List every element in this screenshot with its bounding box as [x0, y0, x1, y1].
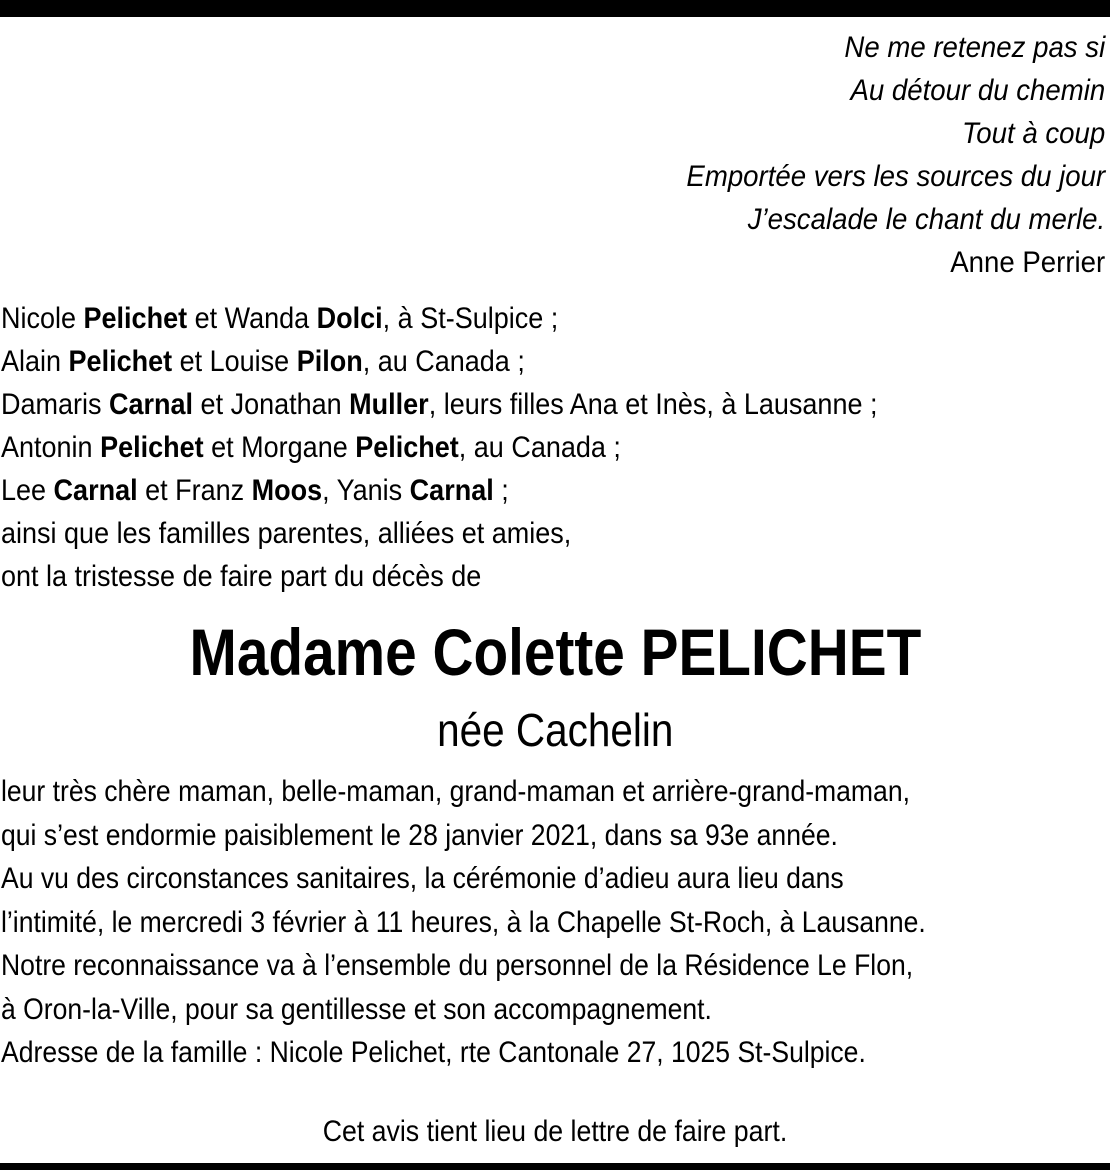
closing-text: Cet avis tient lieu de lettre de faire part. — [322, 1115, 788, 1148]
family-line — [1, 426, 877, 469]
family-text: et Franz — [137, 474, 252, 507]
family-surname: Carnal — [409, 474, 494, 507]
bottom-border-rule — [0, 1163, 1110, 1170]
family-surname: Pelichet — [355, 431, 459, 464]
body-line: à Oron-la-Ville, pour sa gentillesse et son accompagnement. — [1, 992, 712, 1026]
family-surname: Dolci — [316, 302, 383, 335]
family-line — [1, 469, 877, 512]
family-text: ont la tristesse de faire part du décès de — [1, 560, 482, 593]
family-text: et Wanda — [187, 302, 317, 335]
top-border-rule — [0, 0, 1110, 17]
family-surname: Pelichet — [100, 431, 204, 464]
deceased-name — [0, 612, 1110, 692]
notice-body — [1, 770, 1046, 1075]
poem-verse: Ne me retenez pas si — [844, 31, 1105, 64]
family-text: Lee — [1, 474, 54, 507]
family-text: Antonin — [1, 431, 101, 464]
family-text: , au Canada ; — [458, 431, 621, 464]
family-announcement — [1, 297, 975, 598]
deceased-name-text: Madame Colette PELICHET — [189, 615, 921, 689]
body-line: Adresse de la famille : Nicole Pelichet, rte Cantonale 27, 1025 St-Sulpice. — [1, 1036, 866, 1069]
family-text: , au Canada ; — [362, 345, 525, 378]
poem-author: Anne Perrier — [950, 246, 1105, 279]
family-text: et Morgane — [203, 431, 356, 464]
family-text: Damaris — [1, 388, 110, 421]
body-line: l’intimité, le mercredi 3 février à 11 heures, à la Chapelle St-Roch, à Lausanne. — [1, 905, 926, 939]
family-text: ; — [493, 474, 509, 507]
family-surname: Pilon — [296, 345, 363, 378]
family-text: et Jonathan — [193, 388, 350, 421]
family-text: Nicole — [1, 302, 84, 335]
maiden-name-text: née Cachelin — [436, 704, 674, 756]
family-surname: Moos — [251, 474, 323, 507]
family-surname: Pelichet — [83, 302, 188, 335]
family-text: , Yanis — [322, 474, 410, 507]
body-line: Au vu des circonstances sanitaires, la cérémonie d’adieu aura lieu dans — [1, 862, 844, 895]
poem-verse: Tout à coup — [961, 117, 1105, 150]
family-text: , à St-Sulpice ; — [382, 302, 559, 335]
family-surname: Carnal — [53, 474, 138, 507]
family-line — [1, 555, 877, 598]
family-surname: Muller — [349, 388, 429, 421]
family-surname: Pelichet — [68, 345, 173, 378]
poem-verse: Au détour du chemin — [850, 74, 1105, 107]
family-line — [1, 340, 877, 383]
body-line: qui s’est endormie paisiblement le 28 janvier 2021, dans sa 93e année. — [1, 818, 838, 852]
family-line — [1, 383, 877, 426]
family-text: , leurs filles Ana et Inès, à Lausanne ; — [428, 388, 878, 421]
family-line — [1, 297, 877, 340]
family-text: et Louise — [172, 345, 297, 378]
family-text: Alain — [1, 345, 69, 378]
family-surname: Carnal — [109, 388, 194, 421]
family-text: ainsi que les familles parentes, alliées et amies, — [1, 517, 572, 550]
poem-verse: Emportée vers les sources du jour — [686, 160, 1105, 193]
body-line: Notre reconnaissance va à l’ensemble du personnel de la Résidence Le Flon, — [1, 949, 914, 982]
closing-note — [0, 1110, 1110, 1153]
epigraph-poem — [650, 26, 1105, 284]
body-line: leur très chère maman, belle-maman, grand-maman et arrière-grand-maman, — [1, 775, 910, 808]
deceased-maiden-name — [0, 702, 1110, 758]
family-line — [1, 512, 877, 555]
poem-verse: J’escalade le chant du merle. — [747, 203, 1105, 236]
